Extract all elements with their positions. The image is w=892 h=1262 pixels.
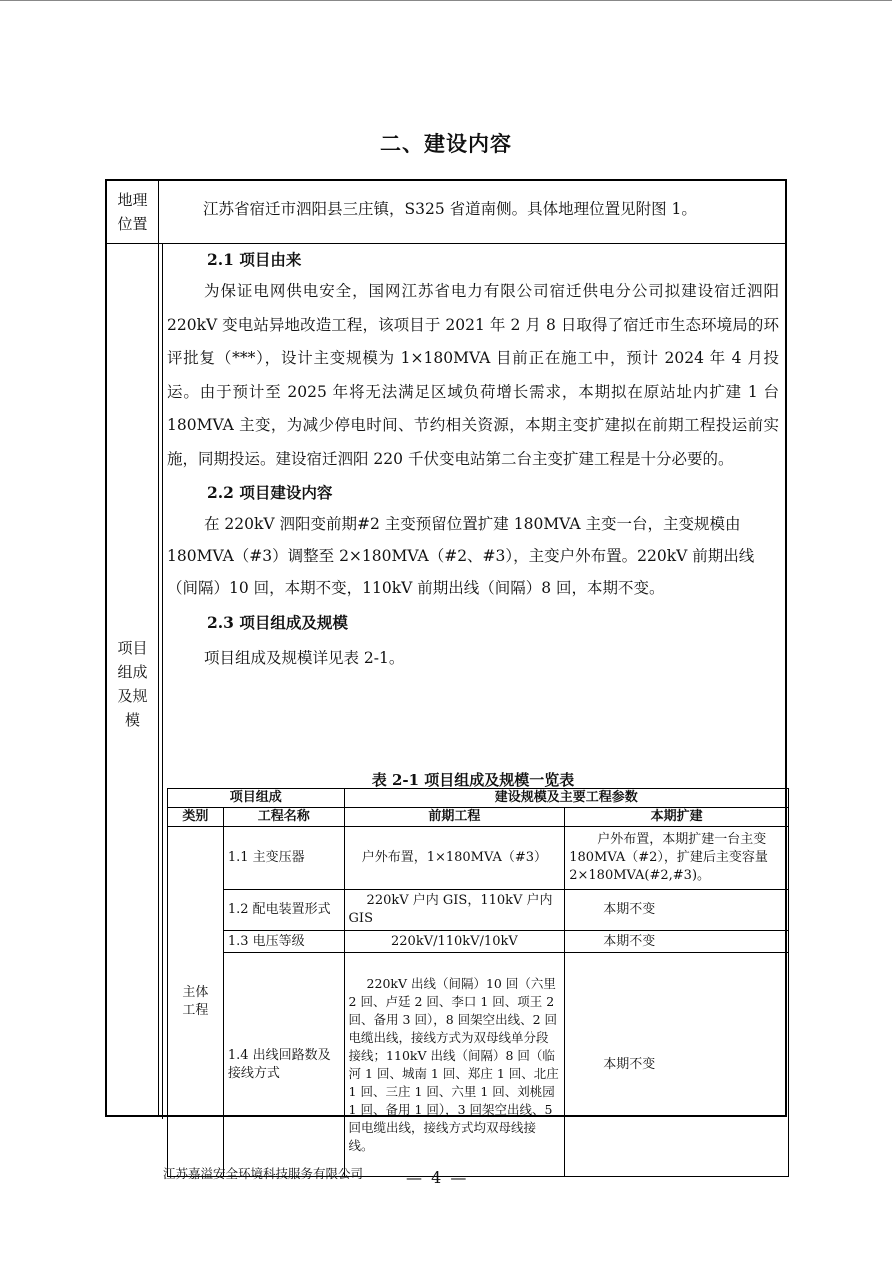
row-current: 本期不变	[565, 890, 789, 931]
table-caption: 表 2-1 项目组成及规模一览表	[371, 771, 575, 789]
row-current: 本期不变	[565, 931, 789, 953]
paragraph-2-2: 在 220kV 泗阳变前期#2 主变预留位置扩建 180MVA 主变一台，主变规模由 180MVA（#3）调整至 2×180MVA（#2、#3），主变户外布置。220kV 前期出线（间隔）10 回，本期不变，110kV 前期出线（间隔）8 回，本期不变。	[167, 515, 755, 597]
composition-table	[167, 788, 789, 1177]
heading-2-1: 2.1 项目由来	[207, 250, 302, 269]
table-header-row-1	[168, 789, 789, 808]
table-row	[168, 827, 789, 890]
header-current-expansion: 本期扩建	[565, 808, 789, 827]
table-row	[168, 890, 789, 931]
row-previous: 户外布置，1×180MVA（#3）	[344, 827, 565, 890]
label-column-divider	[158, 181, 159, 1115]
category-cell: 主体 工程	[168, 827, 224, 1177]
footer-company: 江苏嘉溢安全环境科技服务有限公司	[163, 1166, 364, 1181]
project-label: 项目 组成 及规 模	[117, 639, 148, 729]
row-current: 本期不变	[565, 953, 789, 1177]
project-content	[167, 245, 779, 1153]
location-text: 江苏省宿迁市泗阳县三庄镇，S325 省道南侧。具体地理位置见附图 1。	[203, 200, 697, 218]
row-name: 1.1 主变压器	[223, 827, 344, 890]
header-category: 类别	[168, 808, 224, 827]
row-name: 1.2 配电装置形式	[223, 890, 344, 931]
table-row	[168, 931, 789, 953]
page-number: — 4 —	[406, 1168, 469, 1187]
content-inner-border	[162, 244, 163, 1119]
paragraph-2-1: 为保证电网供电安全，国网江苏省电力有限公司宿迁供电分公司拟建设宿迁泗阳 220kV 变电站异地改造工程，该项目于 2021 年 2 月 8 日取得了宿迁市生态环境局的环评批复（***），设计主变规模为 1×180MVA 目前正在施工中，预计 2024 年 4 月投运。由于预计至 2025 年将无法满足区域负荷增长需求，本期拟在原站址内扩建 1 台 180MVA 主变，为减少停电时间、节约相关资源，本期主变扩建拟在前期工程投运前实施，同期投运。建设宿迁泗阳 220 千伏变电站第二台主变扩建工程是十分必要的。	[167, 282, 779, 468]
header-previous-phase: 前期工程	[344, 808, 565, 827]
row-name: 1.3 电压等级	[223, 931, 344, 953]
row-current: 户外布置，本期扩建一台主变 180MVA（#2），扩建后主变容量 2×180MVA(#2,#3)。	[565, 827, 789, 890]
row-previous: 220kV 户内 GIS，110kV 户内 GIS	[344, 890, 565, 931]
header-construction-scale: 建设规模及主要工程参数	[344, 789, 788, 808]
section-title: 二、建设内容	[380, 131, 512, 156]
header-project-name: 工程名称	[223, 808, 344, 827]
table-header-row-2	[168, 808, 789, 827]
page-top-border	[0, 0, 892, 1]
location-label: 地理 位置	[117, 191, 148, 233]
heading-2-3: 2.3 项目组成及规模	[207, 613, 348, 632]
row-previous: 220kV 出线（间隔）10 回（六里 2 回、卢廷 2 回、李口 1 回、项王 2 回、备用 3 回），8 回架空出线、2 回电缆出线，接线方式为双母线单分段接线；110kV 出线（间隔）8 回（临河 1 回、城南 1 回、郑庄 1 回、北庄 1 回、三庄 1 回、六里 1 回、刘桃园 1 回、备用 1 回），3 回架空出线、5 回电缆出线，接线方式均双母线接线。	[344, 953, 565, 1177]
heading-2-2: 2.2 项目建设内容	[207, 483, 333, 502]
row-divider	[107, 243, 785, 244]
row-previous: 220kV/110kV/10kV	[344, 931, 565, 953]
content-frame	[105, 179, 787, 1153]
header-project-composition: 项目组成	[168, 789, 345, 808]
row-name: 1.4 出线回路数及接线方式	[223, 953, 344, 1177]
paragraph-2-3: 项目组成及规模详见表 2-1。	[204, 649, 405, 667]
table-row	[168, 953, 789, 1177]
